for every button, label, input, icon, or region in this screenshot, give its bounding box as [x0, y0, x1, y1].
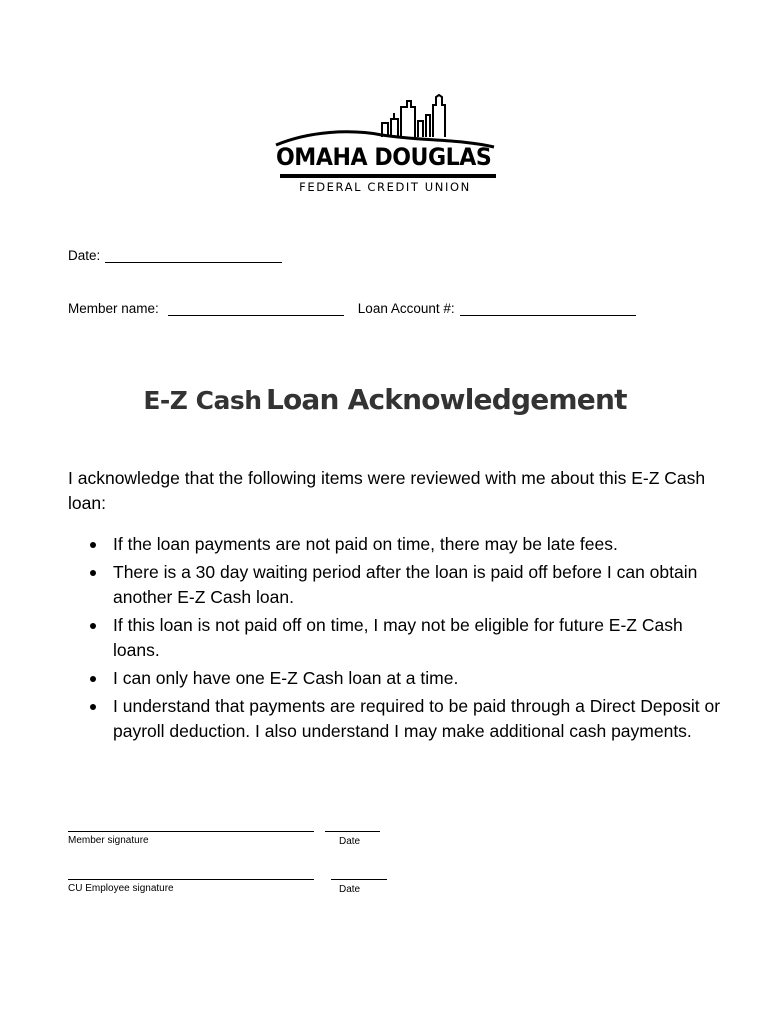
employee-date-label: Date	[339, 884, 361, 895]
member-info-row	[68, 301, 636, 316]
page-title	[0, 383, 770, 416]
loan-account-label: Loan Account #:	[357, 301, 455, 316]
member-date-line[interactable]	[325, 831, 380, 832]
list-item	[68, 560, 728, 610]
acknowledgement-list	[68, 532, 728, 747]
employee-signature-label: CU Employee signature	[68, 883, 174, 894]
date-label: Date:	[68, 248, 101, 263]
member-date-label: Date	[339, 836, 361, 847]
member-signature-label: Member signature	[68, 835, 149, 846]
date-blank-line[interactable]	[105, 248, 282, 263]
loan-account-blank-line[interactable]	[460, 301, 636, 316]
list-item-text: If the loan payments are not paid on time, there may be late fees.	[113, 534, 618, 554]
bullet-icon	[90, 676, 96, 682]
member-name-label: Member name:	[68, 301, 159, 316]
bullet-icon	[90, 623, 96, 629]
member-name-blank-line[interactable]	[168, 301, 344, 316]
logo-name: OMAHA DOUGLAS	[276, 143, 492, 171]
list-item-text: I can only have one E-Z Cash loan at a time.	[113, 668, 459, 688]
employee-date-line[interactable]	[331, 879, 387, 880]
title-part-2: Loan Acknowledgement	[265, 383, 627, 416]
list-item	[68, 666, 728, 691]
bullet-icon	[90, 704, 96, 710]
list-item	[68, 613, 728, 663]
bullet-icon	[90, 542, 96, 548]
list-item	[68, 532, 728, 557]
intro-text: I acknowledge that the following items were reviewed with me about this E-Z Cash loan:	[68, 468, 706, 513]
bullet-icon	[90, 570, 96, 576]
logo-subtitle: FEDERAL CREDIT UNION	[299, 180, 471, 194]
list-item-text: I understand that payments are required to be paid through a Direct Deposit or payroll deduction. I also understand I may make additional cash payments.	[113, 696, 721, 741]
list-item-text: There is a 30 day waiting period after the loan is paid off before I can obtain another E-Z Cash loan.	[113, 562, 698, 607]
employee-signature-line[interactable]	[68, 879, 314, 880]
title-part-1: E-Z Cash	[143, 386, 262, 415]
list-item	[68, 694, 728, 744]
list-item-text: If this loan is not paid off on time, I may not be eligible for future E-Z Cash loans.	[113, 615, 683, 660]
member-signature-line[interactable]	[68, 831, 314, 832]
date-field	[68, 248, 282, 263]
credit-union-logo	[270, 93, 502, 197]
